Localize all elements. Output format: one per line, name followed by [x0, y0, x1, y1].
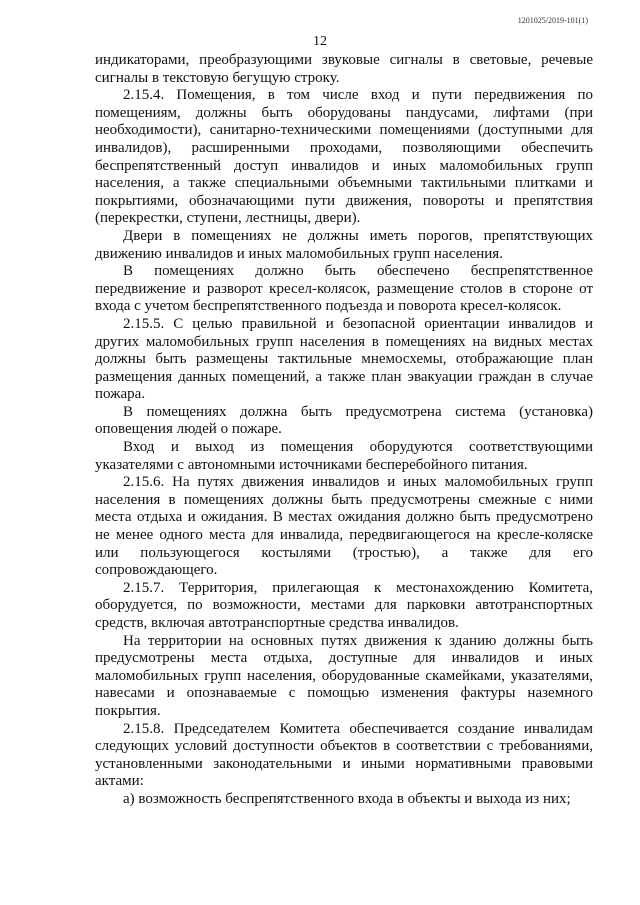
document-body — [95, 52, 593, 809]
paragraph: 2.15.6. На путях движения инвалидов и иных маломобильных групп населения в помещениях должны быть предусмотрены смежные с ними места отдыха и ожидания. В местах ожидания должно быть предусмотрено не менее одного места для инвалида, передвигающегося на кресле-коляске или пользующегося костылями (тростью), а также для его сопровождающего. — [95, 474, 593, 579]
document-id: 1201025/2019-101(1) — [517, 16, 588, 25]
paragraph: Вход и выход из помещения оборудуются соответствующими указателями с автономными источниками бесперебойного питания. — [95, 439, 593, 473]
page-number: 12 — [313, 34, 327, 49]
paragraph: 2.15.7. Территория, прилегающая к местонахождению Комитета, оборудуется, по возможности, местами для парковки автотранспортных средств, включая автотранспортные средства инвалидов. — [95, 579, 593, 631]
paragraph: На территории на основных путях движения к зданию должны быть предусмотрены места отдыха, доступные для инвалидов и иных маломобильных групп населения, оборудованные скамейками, указателями, навесами и опознаваемые с помощью изменения фактуры наземного покрытия. — [95, 632, 593, 719]
paragraph: а) возможность беспрепятственного входа в объекты и выхода из них; — [123, 790, 571, 807]
paragraph: В помещениях должна быть предусмотрена система (установка) оповещения людей о пожаре. — [95, 403, 593, 438]
paragraph: 2.15.5. С целью правильной и безопасной ориентации инвалидов и других маломобильных групп населения в помещениях на видных местах должны быть размещены тактильные мнемосхемы, отображающие план размещения данных помещений, а также план эвакуации граждан в случае пожара. — [95, 315, 593, 403]
paragraph: В помещениях должно быть обеспечено беспрепятственное передвижение и разворот кресел-колясок, размещение столов в стороне от входа с учетом беспрепятственного подъезда и поворота кресел-колясок. — [95, 263, 593, 315]
paragraph: 2.15.4. Помещения, в том числе вход и пути передвижения по помещениям, должны быть оборудованы пандусами, лифтами (при необходимости), санитарно-техническими помещениями (доступными для инвалидов), расширенными проходами, позволяющими обеспечить беспрепятственный доступ инвалидов и иных маломобильных групп населения, а также специальными объемными тактильными плитками и покрытиями, обозначающими пути движения, повороты и препятствия (перекрестки, ступени, лестницы, двери). — [95, 87, 593, 227]
paragraph: 2.15.8. Председателем Комитета обеспечивается создание инвалидам следующих условий доступности объектов в соответствии с требованиями, установленными законодательными и иными нормативными правовыми актами: — [95, 720, 593, 790]
paragraph: индикаторами, преобразующими звуковые сигналы в световые, речевые сигналы в текстовую бегущую строку. — [95, 52, 593, 86]
paragraph: Двери в помещениях не должны иметь порогов, препятствующих движению инвалидов и иных маломобильных групп населения. — [95, 227, 593, 262]
